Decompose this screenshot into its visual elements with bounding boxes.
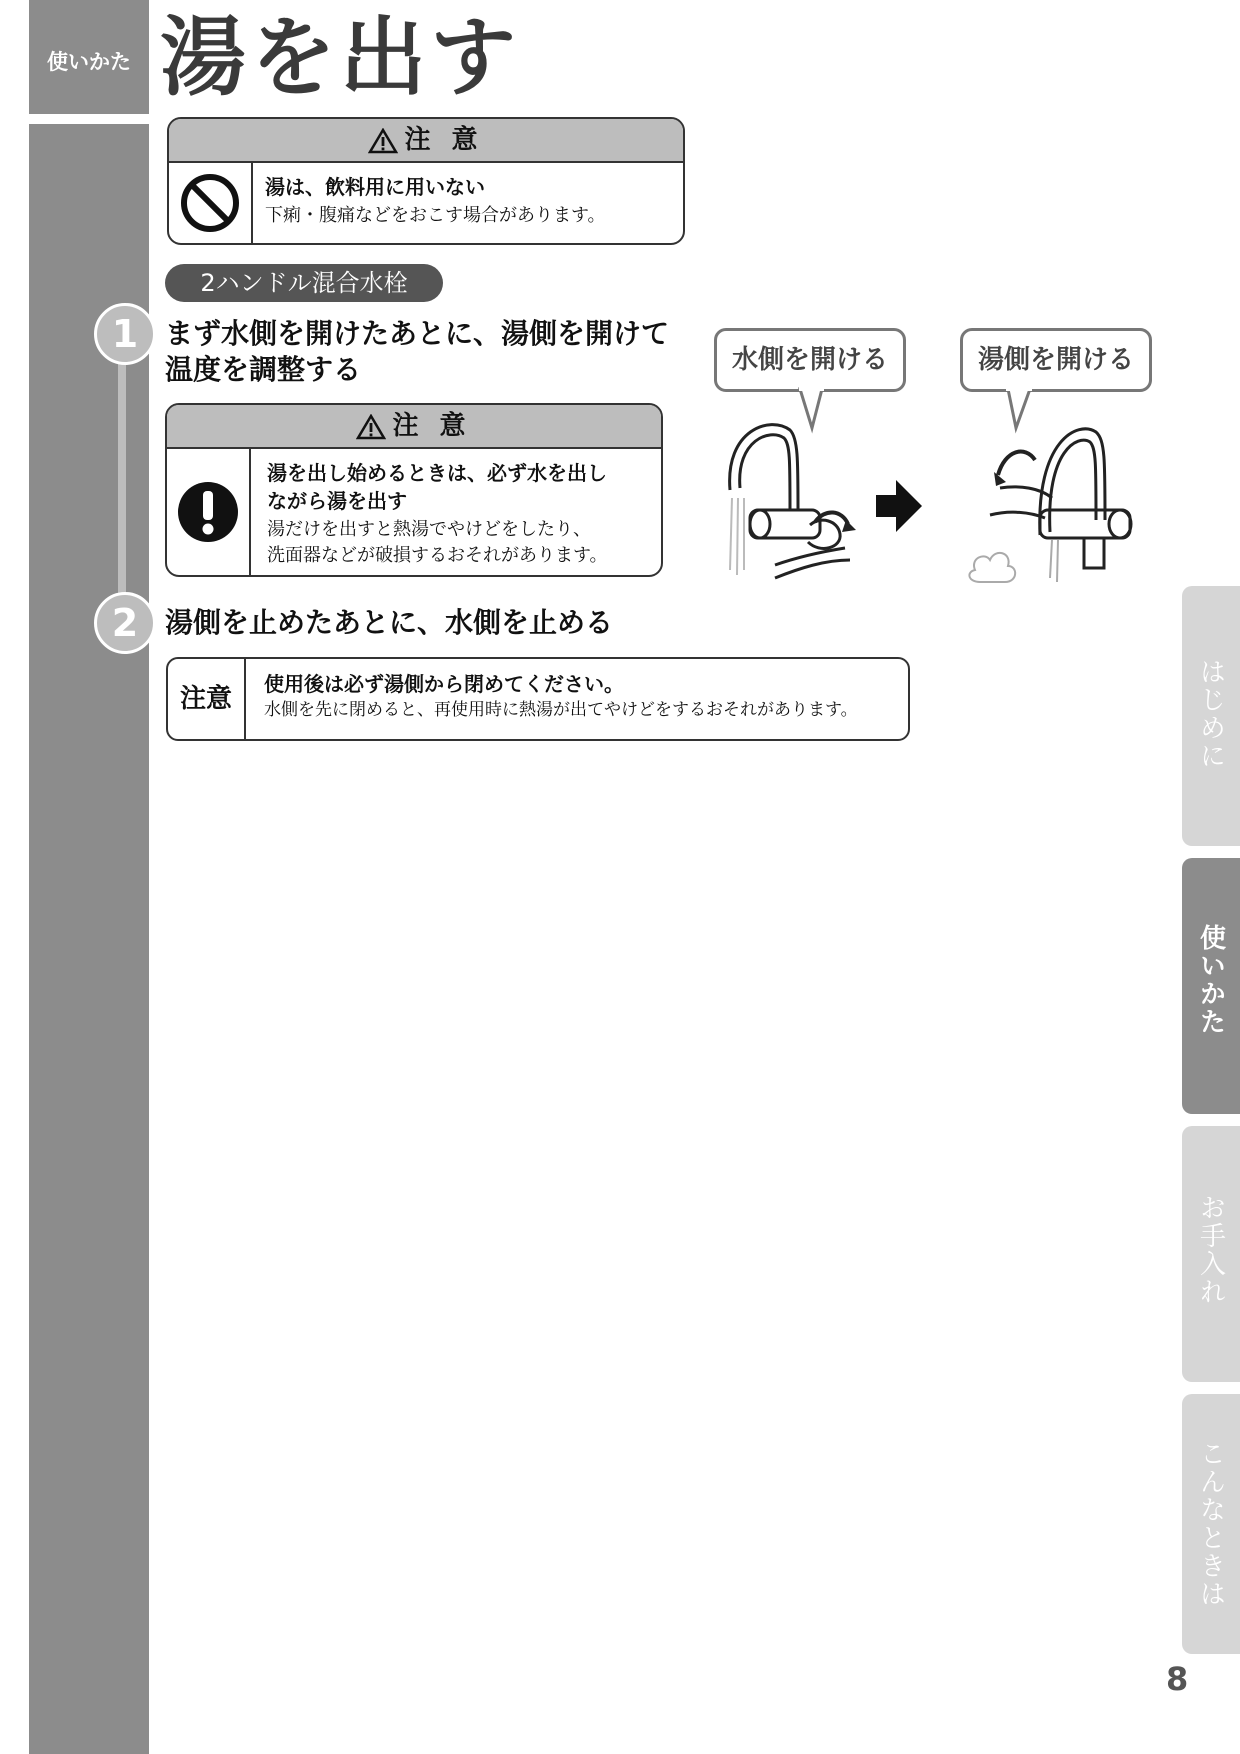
step-1-line2: 温度を調整する <box>165 353 362 386</box>
section-label: 使いかた <box>47 50 131 74</box>
note-label: 注意 <box>168 659 246 739</box>
tab-troubleshooting[interactable] <box>1182 1394 1240 1654</box>
tab-troubleshooting-label: こんなときは <box>1195 1440 1226 1608</box>
caution-box-drinking <box>167 117 685 245</box>
caution-header-text: 注 意 <box>392 411 472 441</box>
page-number: 8 <box>1166 1660 1189 1698</box>
tab-maintenance-label: お手入れ <box>1195 1194 1226 1306</box>
note-sub-text: 水側を先に閉めると、再使用時に熱湯が出てやけどをするおそれがあります。 <box>264 700 858 720</box>
prohibition-icon-cell <box>169 163 253 243</box>
caution-main-text: 湯は、飲料用に用いない <box>265 175 485 199</box>
faucet-illustration <box>700 320 1170 590</box>
page-title: 湯を出す <box>160 8 520 108</box>
caution2-main-line1: 湯を出し始めるときは、必ず水を出し <box>267 461 607 485</box>
faucet-right-icon <box>990 429 1131 568</box>
caution-box-hot-water <box>165 403 663 577</box>
bubble-right-text: 湯側を開ける <box>977 345 1134 375</box>
faucet-left-icon <box>730 425 856 578</box>
exclamation-icon <box>177 481 239 543</box>
prohibition-icon <box>179 172 241 234</box>
caution-header <box>167 405 661 449</box>
tab-introduction-label: はじめに <box>1195 658 1226 770</box>
bubble-left-text: 水側を開ける <box>731 345 888 375</box>
tab-maintenance[interactable] <box>1182 1126 1240 1382</box>
section-label-block <box>29 0 149 114</box>
step-number-2: 2 <box>94 592 156 654</box>
caution-header <box>169 119 683 163</box>
step-1-text <box>165 316 705 388</box>
caution-sub-text: 下痢・腹痛などをおこす場合があります。 <box>265 205 606 226</box>
caution-header-text: 注 意 <box>404 125 484 155</box>
exclamation-icon-cell <box>167 449 251 575</box>
step-connector <box>118 330 126 612</box>
step-2-text: 湯側を止めたあとに、水側を止める <box>165 606 614 639</box>
sidebar-strip <box>29 124 149 1754</box>
note-main-text: 使用後は必ず湯側から閉めてください。 <box>264 672 624 696</box>
tab-introduction[interactable] <box>1182 586 1240 846</box>
tab-usage[interactable] <box>1182 858 1240 1114</box>
warning-triangle-icon <box>356 414 386 440</box>
warning-triangle-icon <box>368 128 398 154</box>
caution2-main-line2: ながら湯を出す <box>267 489 407 513</box>
faucet-drawing <box>700 320 1170 590</box>
arrow-right-icon <box>876 480 922 532</box>
caution2-sub-line1: 湯だけを出すと熱湯でやけどをしたり、 <box>267 519 591 540</box>
step-1-line1: まず水側を開けたあとに、湯側を開けて <box>165 317 670 350</box>
caution2-sub-line2: 洗面器などが破損するおそれがあります。 <box>267 545 608 566</box>
note-box <box>166 657 910 741</box>
faucet-type-label: 2ハンドル混合水栓 <box>165 264 443 302</box>
step-number-1: 1 <box>94 303 156 365</box>
tab-usage-label: 使いかた <box>1195 924 1226 1036</box>
